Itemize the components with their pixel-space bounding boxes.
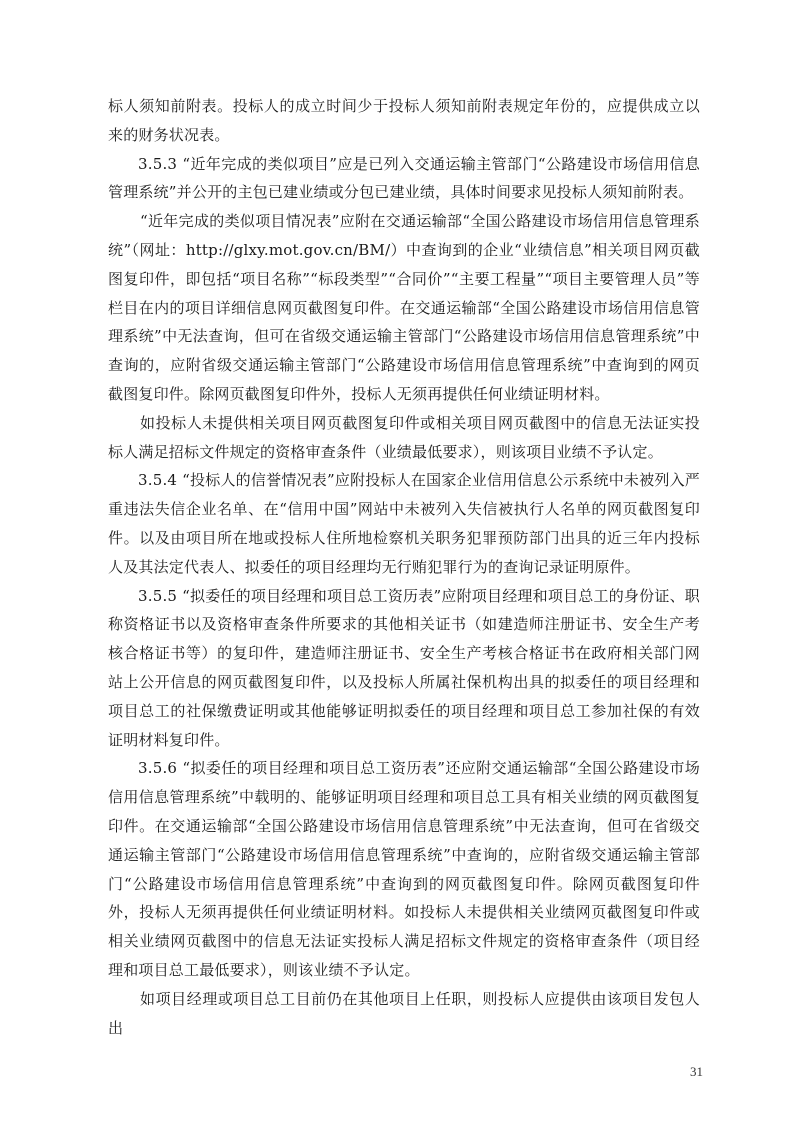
paragraph-3-5-6: 3.5.6 “拟委任的项目经理和项目总工资历表”还应附交通运输部“全国公路建设市场信用信息管理系统”中载明的、能够证明项目经理和项目总工具有相关业绩的网页截图复印件。在交通运输部“全国公路建设市场信用信息管理系统”中无法查询，但可在省级交通运输主管部门“公路建设市场信用信息管理系统”中查询的，应附省级交通运输主管部门“公路建设市场信用信息管理系统”中查询到的网页截图复印件。除网页截图复印件外，投标人无须再提供任何业绩证明材料。如投标人未提供相关业绩网页截图复印件或相关业绩网页截图中的信息无法证实投标人满足招标文件规定的资格审查条件（项目经理和项目总工最低要求），则该业绩不予认定。 [108, 759, 700, 979]
paragraph-3-5-3: 3.5.3 “近年完成的类似项目”应是已列入交通运输主管部门“公路建设市场信用信息管理系统”并公开的主包已建业绩或分包已建业绩，具体时间要求见投标人须知前附表。 [108, 154, 700, 202]
paragraph-manager-current-post: 如项目经理或项目总工目前仍在其他项目上任职，则投标人应提供由该项目发包人出 [108, 989, 700, 1037]
document-body [108, 92, 700, 1042]
paragraph-continuation: 标人须知前附表。投标人的成立时间少于投标人须知前附表规定年份的，应提供成立以来的财务状况表。 [108, 97, 700, 144]
paragraph-similar-projects-table: “近年完成的类似项目情况表”应附在交通运输部“全国公路建设市场信用信息管理系统”（网址：http://glxy.mot.gov.cn/BM/）中查询到的企业“业绩信息”相关项目网页截图复印件，即包括“项目名称”“标段类型”“合同价”“主要工程量”“项目主要管理人员”等栏目在内的项目详细信息网页截图复印件。在交通运输部“全国公路建设市场信用信息管理系统”中无法查询，但可在省级交通运输主管部门“公路建设市场信用信息管理系统”中查询的，应附省级交通运输主管部门“公路建设市场信用信息管理系统”中查询到的网页截图复印件。除网页截图复印件外，投标人无须再提供任何业绩证明材料。 [108, 212, 700, 403]
paragraph-no-screenshot-consequence: 如投标人未提供相关项目网页截图复印件或相关项目网页截图中的信息无法证实投标人满足招标文件规定的资格审查条件（业绩最低要求），则该项目业绩不予认定。 [108, 413, 700, 461]
page-number: 31 [690, 1064, 703, 1079]
paragraph-3-5-4: 3.5.4 “投标人的信誉情况表”应附投标人在国家企业信用信息公示系统中未被列入严重违法失信企业名单、在“信用中国”网站中未被列入失信被执行人名单的网页截图复印件。以及由项目所在地或投标人住所地检察机关职务犯罪预防部门出具的近三年内投标人及其法定代表人、拟委任的项目经理均无行贿犯罪行为的查询记录证明原件。 [108, 471, 700, 576]
paragraph-3-5-5: 3.5.5 “拟委任的项目经理和项目总工资历表”应附项目经理和项目总工的身份证、职称资格证书以及资格审查条件所要求的其他相关证书（如建造师注册证书、安全生产考核合格证书等）的复印件，建造师注册证书、安全生产考核合格证书在政府相关部门网站上公开信息的网页截图复印件，以及投标人所属社保机构出具的拟委任的项目经理和项目总工的社保缴费证明或其他能够证明拟委任的项目经理和项目总工参加社保的有效证明材料复印件。 [108, 586, 700, 749]
